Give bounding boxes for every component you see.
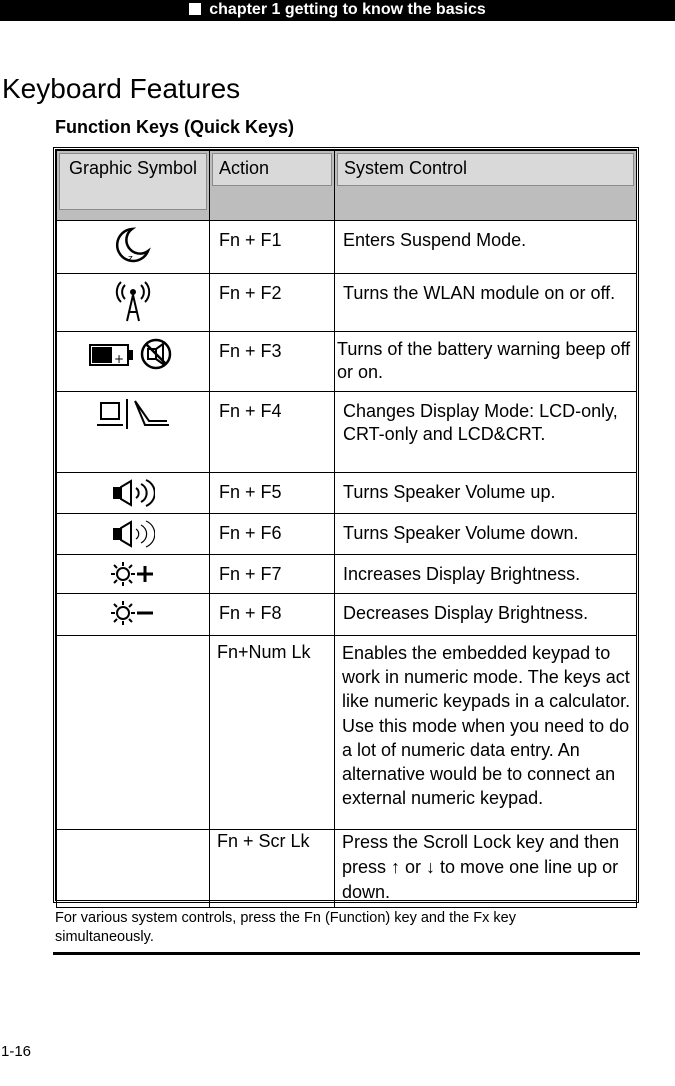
column-header-system-control: System Control bbox=[335, 151, 637, 221]
function-keys-table bbox=[53, 147, 639, 903]
action-cell: Fn + F3 bbox=[210, 332, 335, 392]
svg-text:+: + bbox=[114, 352, 125, 366]
page-title: Keyboard Features bbox=[2, 73, 241, 104]
column-header-action: Action bbox=[210, 151, 335, 221]
action-cell: Fn + F8 bbox=[210, 594, 335, 636]
table-row bbox=[57, 392, 637, 473]
table-row bbox=[57, 274, 637, 332]
brightness-up-icon bbox=[109, 560, 157, 588]
action-cell: Fn + F1 bbox=[210, 221, 335, 274]
description-cell: Enables the embedded keypad to work in numeric mode. The keys act like numeric keypads in a calculator. Use this mode when you need to do a lot of numeric data entry. An alternative would be to connect an external numeric keypad. bbox=[335, 636, 637, 830]
square-bullet-icon bbox=[189, 3, 201, 15]
display-mode-icon bbox=[95, 397, 171, 431]
description-cell: Turns Speaker Volume down. bbox=[335, 514, 637, 555]
footnote: For various system controls, press the Fn (Function) key and the Fx key simultaneously. bbox=[55, 910, 516, 945]
action-cell: Fn + F6 bbox=[210, 514, 335, 555]
description-cell: Changes Display Mode: LCD-only, CRT-only and LCD&CRT. bbox=[335, 392, 637, 473]
chapter-header-bar bbox=[0, 0, 675, 21]
table-row bbox=[57, 514, 637, 555]
description-cell: Increases Display Brightness. bbox=[335, 555, 637, 594]
description-cell: Decreases Display Brightness. bbox=[335, 594, 637, 636]
wlan-antenna-icon bbox=[115, 279, 151, 323]
empty-symbol-cell bbox=[57, 830, 210, 908]
section-title: Function Keys (Quick Keys) bbox=[55, 117, 295, 137]
speaker-volume-down-icon bbox=[111, 519, 155, 549]
brightness-down-icon bbox=[109, 599, 157, 627]
chapter-title: chapter 1 getting to know the basics bbox=[209, 1, 486, 18]
description-cell: Turns Speaker Volume up. bbox=[335, 473, 637, 514]
action-cell: Fn+Num Lk bbox=[210, 636, 335, 830]
crescent-moon-icon bbox=[113, 226, 153, 266]
down-arrow-icon: ↓ bbox=[426, 857, 436, 877]
description-cell: Turns the WLAN module on or off. bbox=[335, 274, 637, 332]
description-cell: Turns of the battery warning beep off or on. bbox=[335, 332, 637, 392]
table-row bbox=[57, 594, 637, 636]
action-cell: Fn + Scr Lk bbox=[210, 830, 335, 908]
description-cell: Enters Suspend Mode. bbox=[335, 221, 637, 274]
column-header-symbol: Graphic Symbol bbox=[57, 151, 210, 221]
table-row bbox=[57, 555, 637, 594]
action-cell: Fn + F2 bbox=[210, 274, 335, 332]
action-cell: Fn + F7 bbox=[210, 555, 335, 594]
battery-warning-icon bbox=[88, 337, 178, 371]
svg-text:z: z bbox=[128, 254, 133, 264]
table-row bbox=[57, 830, 637, 908]
action-cell: Fn + F5 bbox=[210, 473, 335, 514]
table-header-row bbox=[57, 151, 637, 221]
table-row bbox=[57, 636, 637, 830]
speaker-volume-up-icon bbox=[111, 478, 155, 508]
table-row bbox=[57, 473, 637, 514]
action-cell: Fn + F4 bbox=[210, 392, 335, 473]
page-number: 1-16 bbox=[1, 1043, 32, 1060]
empty-symbol-cell bbox=[57, 636, 210, 830]
description-cell: Press the Scroll Lock key and then press ↑ or ↓ to move one line up or down. bbox=[335, 830, 637, 908]
table-row bbox=[57, 221, 637, 274]
up-arrow-icon: ↑ bbox=[391, 857, 401, 877]
table-row bbox=[57, 332, 637, 392]
divider bbox=[53, 952, 640, 955]
